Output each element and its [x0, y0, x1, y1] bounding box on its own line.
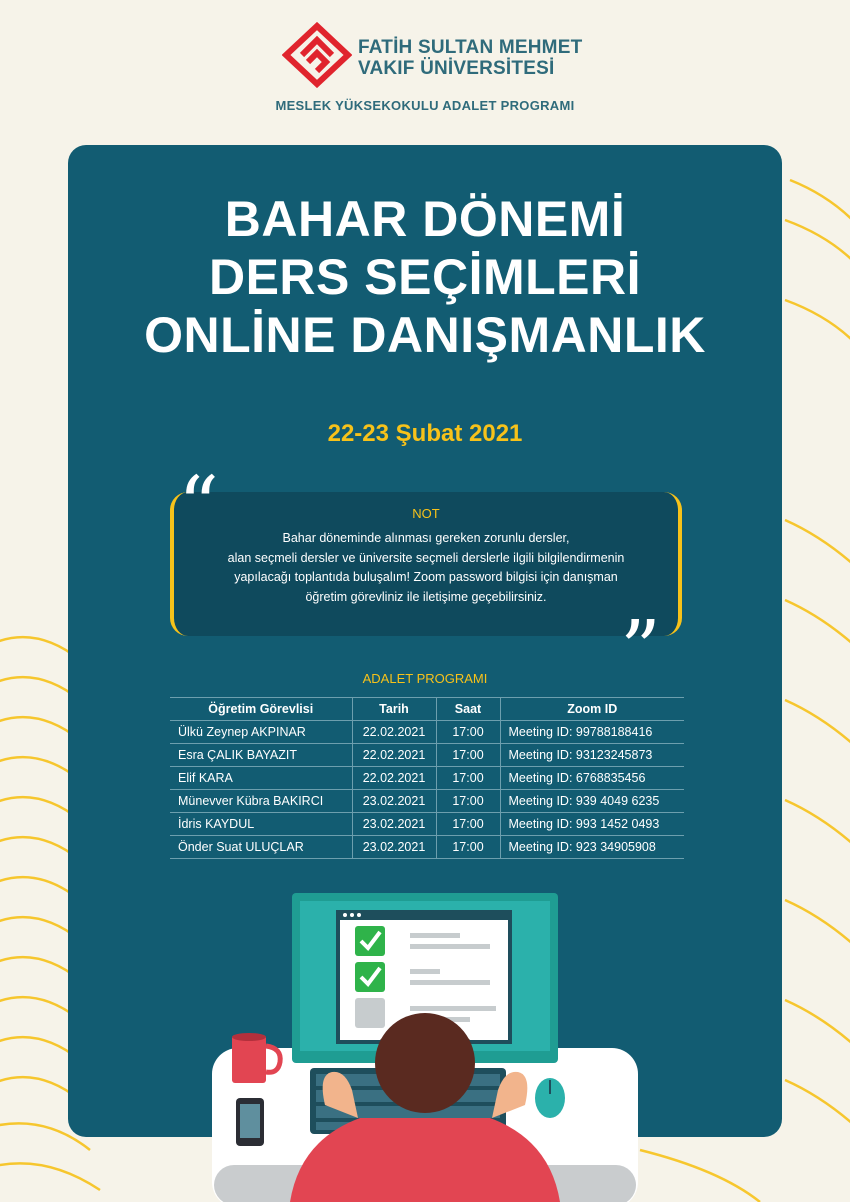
column-header-date: Tarih — [352, 698, 436, 721]
university-logo-icon — [282, 22, 352, 88]
instructor-cell: Esra ÇALIK BAYAZIT — [170, 744, 352, 767]
zoom-id-cell: Meeting ID: 923 34905908 — [500, 836, 684, 859]
instructor-cell: Önder Suat ULUÇLAR — [170, 836, 352, 859]
instructor-cell: İdris KAYDUL — [170, 813, 352, 836]
table-row — [170, 744, 684, 767]
page-title — [0, 190, 850, 364]
title-line1: BAHAR DÖNEMİ — [224, 191, 626, 247]
column-header-zoom-id: Zoom ID — [500, 698, 684, 721]
note-text — [174, 529, 678, 607]
university-name-line2: VAKIF ÜNİVERSİTESİ — [358, 58, 555, 79]
note-line: yapılacağı toplantıda buluşalım! Zoom password bilgisi için danışman — [234, 570, 618, 584]
table-row — [170, 790, 684, 813]
instructor-cell: Elif KARA — [170, 767, 352, 790]
table-row — [170, 721, 684, 744]
note-line: öğretim görevliniz ile iletişime geçebilirsiniz. — [305, 589, 547, 604]
header — [0, 0, 850, 140]
zoom-id-cell: Meeting ID: 6768835456 — [500, 767, 684, 790]
time-cell: 17:00 — [436, 721, 500, 744]
instructor-cell: Münevver Kübra BAKIRCI — [170, 790, 352, 813]
title-line3: ONLİNE DANIŞMANLIK — [144, 307, 706, 363]
note-box — [170, 492, 682, 636]
date-cell: 23.02.2021 — [352, 813, 436, 836]
column-header-instructor: Öğretim Görevlisi — [170, 698, 352, 721]
time-cell: 17:00 — [436, 836, 500, 859]
column-header-time: Saat — [436, 698, 500, 721]
date-cell: 22.02.2021 — [352, 767, 436, 790]
zoom-id-cell: Meeting ID: 993 1452 0493 — [500, 813, 684, 836]
table-header-row — [170, 698, 684, 721]
zoom-id-cell: Meeting ID: 99788188416 — [500, 721, 684, 744]
table-row — [170, 836, 684, 859]
table-row — [170, 767, 684, 790]
close-quote-icon: ” — [620, 603, 661, 696]
zoom-id-cell: Meeting ID: 939 4049 6235 — [500, 790, 684, 813]
instructor-cell: Ülkü Zeynep AKPINAR — [170, 721, 352, 744]
event-date: 22-23 Şubat 2021 — [327, 420, 523, 447]
program-name: MESLEK YÜKSEKOKULU ADALET PROGRAMI — [275, 98, 575, 113]
zoom-id-cell: Meeting ID: 93123245873 — [500, 744, 684, 767]
date-cell: 23.02.2021 — [352, 836, 436, 859]
time-cell: 17:00 — [436, 767, 500, 790]
time-cell: 17:00 — [436, 813, 500, 836]
university-name — [358, 37, 582, 79]
time-cell: 17:00 — [436, 790, 500, 813]
date-cell: 22.02.2021 — [352, 744, 436, 767]
note-title: NOT — [412, 506, 440, 521]
date-cell: 23.02.2021 — [352, 790, 436, 813]
table-row — [170, 813, 684, 836]
schedule-table — [170, 697, 684, 859]
open-quote-icon: “ — [178, 459, 219, 552]
time-cell: 17:00 — [436, 744, 500, 767]
date-cell: 22.02.2021 — [352, 721, 436, 744]
university-name-line1: FATİH SULTAN MEHMET — [358, 37, 583, 58]
schedule-title: ADALET PROGRAMI — [362, 671, 488, 686]
title-line2: DERS SEÇİMLERİ — [208, 249, 642, 305]
note-line: alan seçmeli dersler ve üniversite seçmeli derslerle ilgili bilgilendirmenin — [227, 550, 625, 565]
note-line: Bahar döneminde alınması gereken zorunlu dersler, — [282, 531, 570, 545]
